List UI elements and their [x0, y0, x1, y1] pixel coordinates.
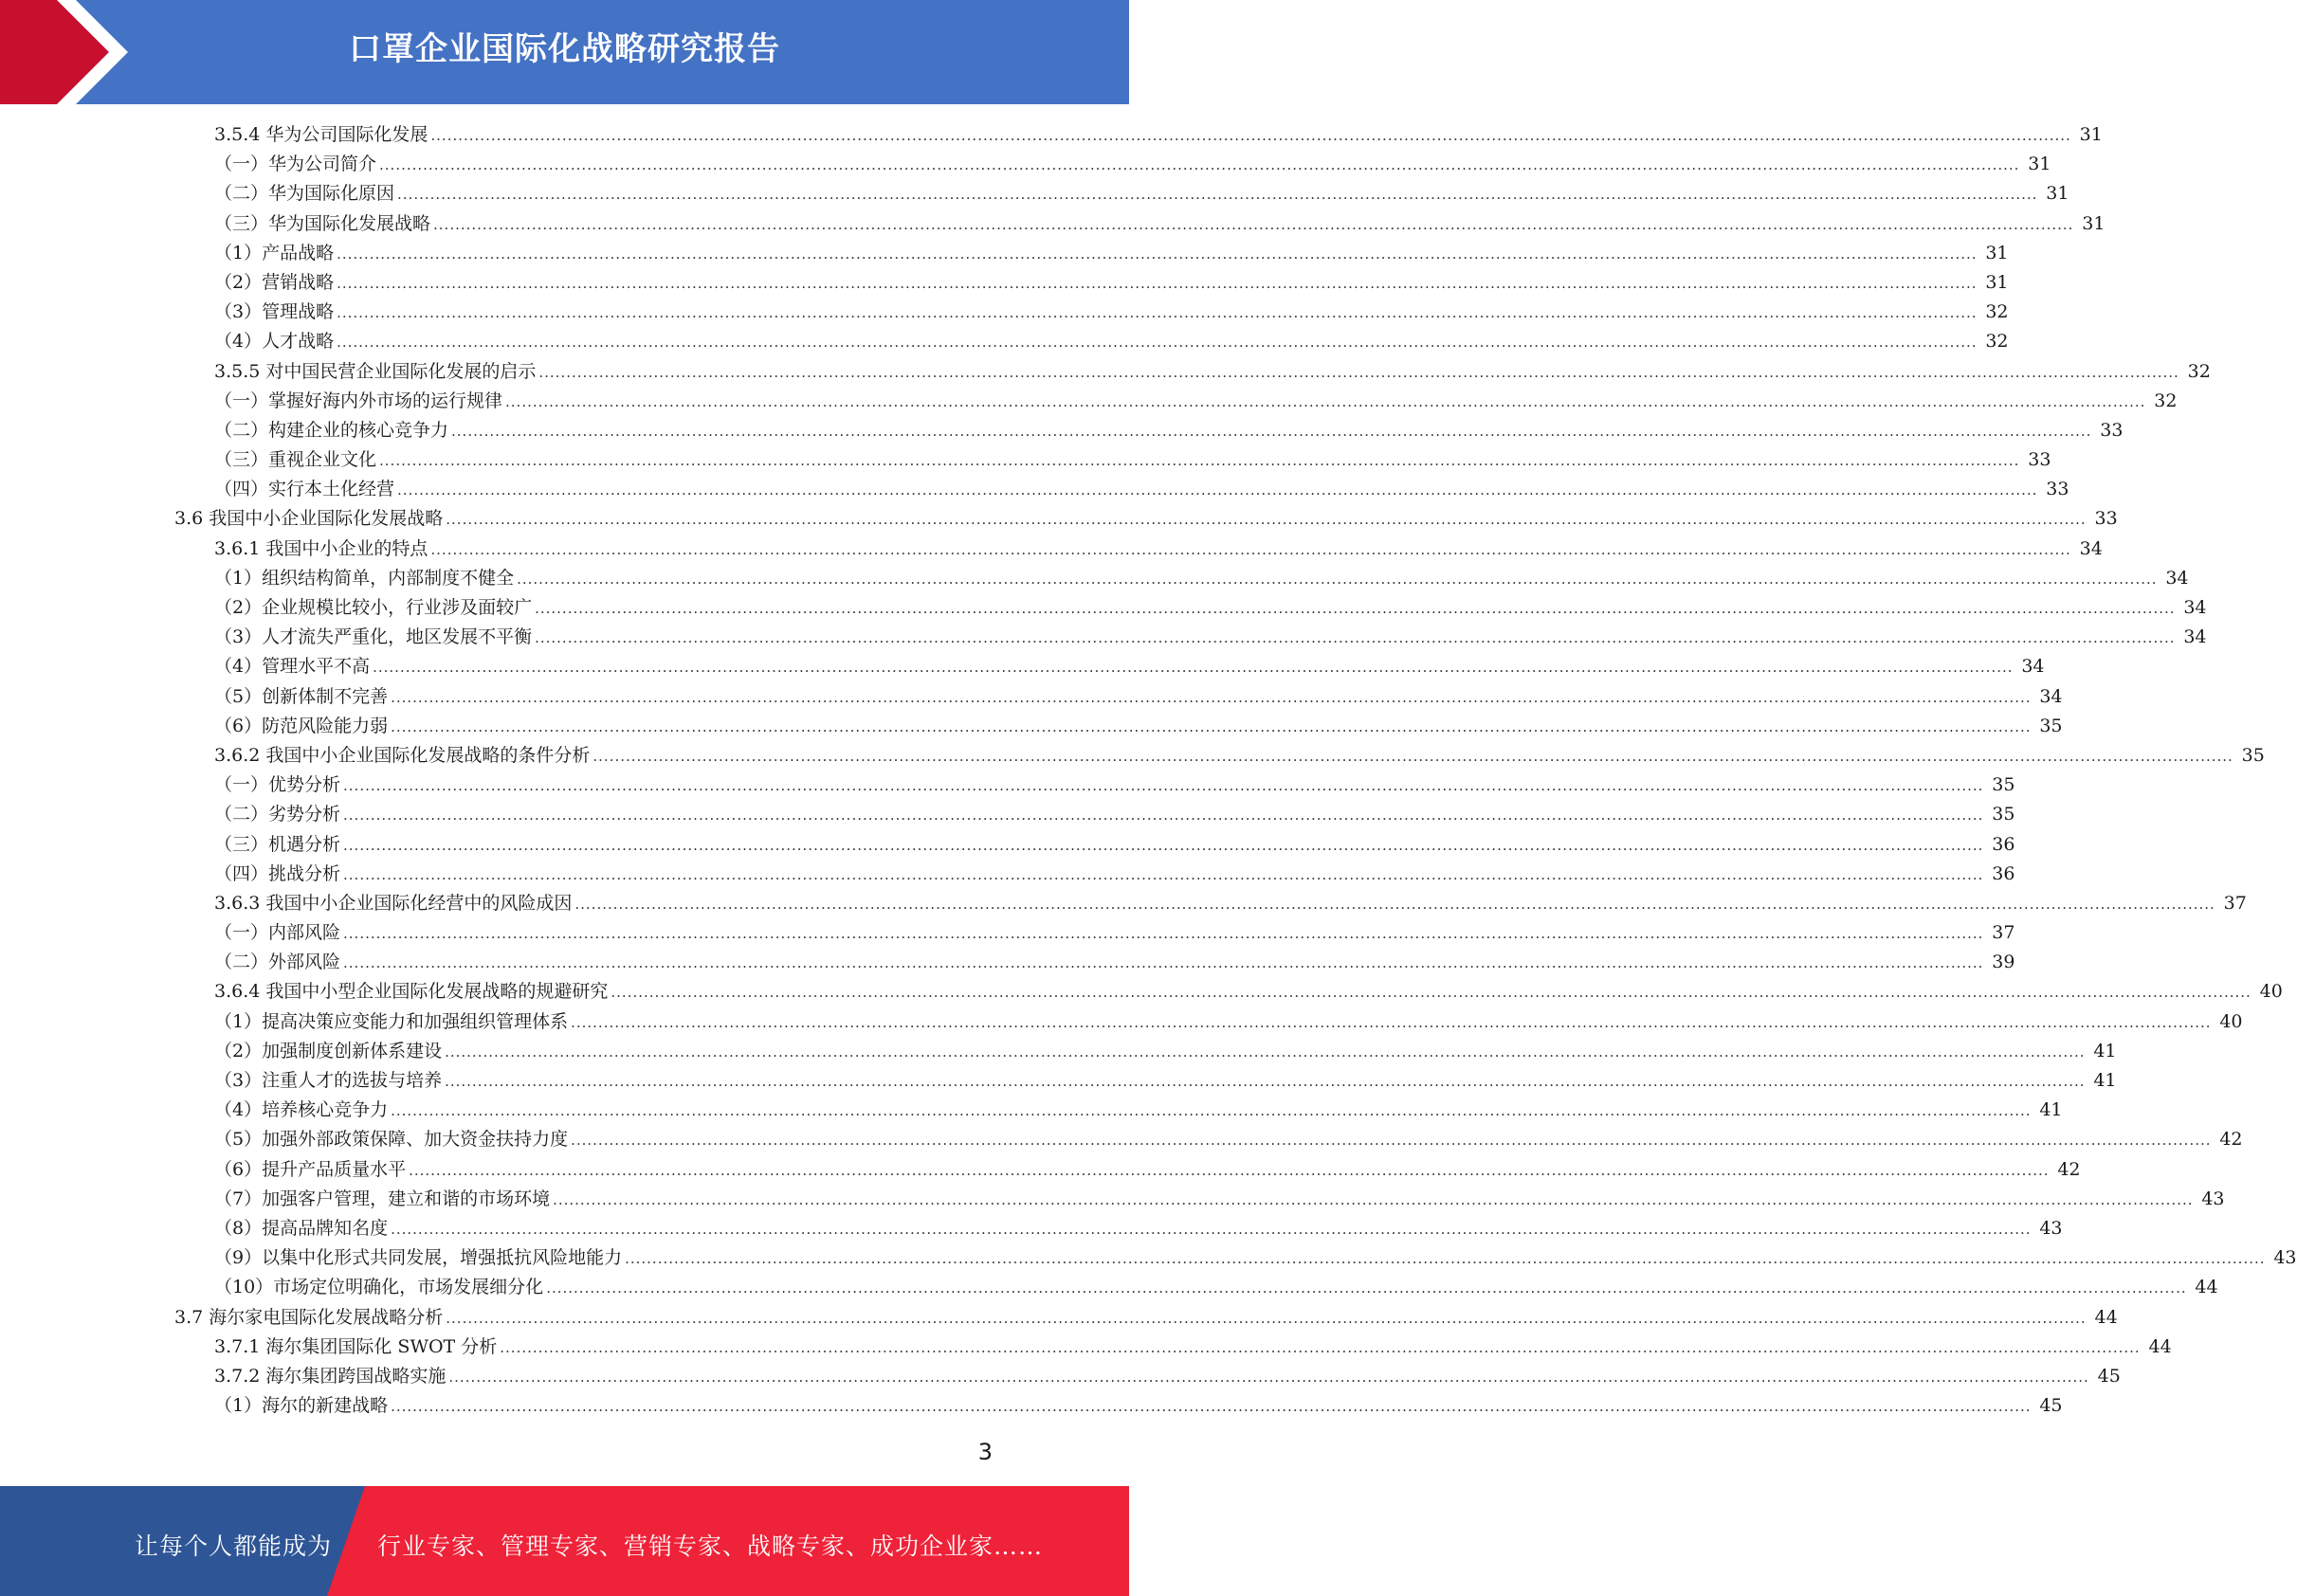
toc-entry[interactable]	[0, 1037, 2117, 1066]
toc-entry[interactable]	[0, 1362, 2121, 1391]
toc-entry-title: 3.6.1 我国中小企业的特点	[214, 537, 428, 559]
toc-entry-page: 34	[2183, 597, 2207, 618]
toc-entry-page: 45	[2039, 1395, 2063, 1417]
toc-entry-title: （一）掌握好海内外市场的运行规律	[214, 390, 503, 411]
toc-entry-page: 33	[2028, 449, 2051, 471]
toc-entry[interactable]	[0, 387, 2178, 416]
toc-entry[interactable]	[0, 830, 2015, 860]
toc-entry-page: 32	[1985, 331, 2009, 353]
toc-entry-title: （6）防范风险能力弱	[214, 715, 389, 736]
toc-entry[interactable]	[0, 593, 2207, 623]
toc-entry-page: 34	[2021, 656, 2045, 678]
toc-dot-leader: ............................................................................................................................................................................................................................................................................................................	[391, 717, 2032, 735]
toc-entry-title: （2）营销战略	[214, 271, 335, 293]
toc-entry[interactable]	[0, 800, 2015, 829]
toc-entry-page: 34	[2039, 685, 2063, 707]
toc-dot-leader: ............................................................................................................................................................................................................................................................................................................	[337, 245, 1978, 263]
toc-dot-leader: ............................................................................................................................................................................................................................................................................................................	[574, 895, 2215, 913]
toc-entry[interactable]	[0, 652, 2045, 681]
toc-entry-page: 33	[2046, 479, 2069, 500]
footer-slogan-right: 行业专家、管理专家、营销专家、战略专家、成功企业家……	[377, 1533, 1044, 1560]
footer-slogan-left: 让每个人都能成为	[135, 1533, 333, 1560]
toc-dot-leader: ............................................................................................................................................................................................................................................................................................................	[433, 215, 2074, 233]
toc-entry-title: （1）提高决策应变能力和加强组织管理体系	[214, 1010, 569, 1032]
toc-entry-page: 41	[2093, 1070, 2117, 1091]
toc-dot-leader: ............................................................................................................................................................................................................................................................................................................	[379, 452, 2020, 470]
toc-entry-title: （4）培养核心竞争力	[214, 1099, 389, 1121]
toc-entry-page: 35	[2241, 744, 2265, 766]
toc-dot-leader: ............................................................................................................................................................................................................................................................................................................	[445, 1073, 2086, 1090]
toc-dot-leader: ............................................................................................................................................................................................................................................................................................................	[391, 1102, 2032, 1120]
toc-entry-title: （7）加强客户管理，建立和谐的市场环境	[214, 1188, 551, 1209]
toc-entry[interactable]	[0, 1155, 2081, 1185]
toc-entry-title: （6）提升产品质量水平	[214, 1158, 407, 1180]
toc-entry-page: 42	[2219, 1129, 2243, 1151]
toc-entry-page: 34	[2079, 537, 2103, 559]
toc-entry-title: 3.6.3 我国中小企业国际化经营中的风险成因	[214, 892, 573, 914]
toc-entry-page: 40	[2259, 981, 2283, 1003]
toc-entry-title: （四）挑战分析	[214, 862, 341, 884]
toc-dot-leader: ............................................................................................................................................................................................................................................................................................................	[553, 1190, 2194, 1208]
toc-entry[interactable]	[0, 239, 2009, 268]
toc-dot-leader: ............................................................................................................................................................................................................................................................................................................	[505, 392, 2146, 410]
toc-dot-leader: ............................................................................................................................................................................................................................................................................................................	[379, 156, 2020, 174]
toc-dot-leader: ............................................................................................................................................................................................................................................................................................................	[448, 1368, 2089, 1386]
toc-entry-page: 44	[2094, 1306, 2118, 1328]
toc-entry-page: 31	[2082, 212, 2106, 234]
toc-dot-leader: ............................................................................................................................................................................................................................................................................................................	[445, 1043, 2086, 1061]
toc-entry[interactable]	[0, 445, 2051, 475]
toc-dot-leader: ............................................................................................................................................................................................................................................................................................................	[546, 1279, 2187, 1297]
toc-entry[interactable]	[0, 1125, 2243, 1154]
toc-entry[interactable]	[0, 1214, 2063, 1243]
toc-dot-leader: ............................................................................................................................................................................................................................................................................................................	[535, 600, 2176, 617]
toc-entry[interactable]	[0, 416, 2124, 445]
toc-entry-title: 3.6 我国中小企业国际化发展战略	[174, 508, 444, 530]
toc-entry-page: 32	[2187, 360, 2211, 382]
document-title: 口罩企业国际化战略研究报告	[349, 30, 780, 68]
toc-entry-title: （3）人才流失严重化，地区发展不平衡	[214, 626, 533, 648]
toc-entry[interactable]	[0, 475, 2069, 504]
toc-dot-leader: ............................................................................................................................................................................................................................................................................................................	[337, 274, 1978, 292]
toc-entry-page: 34	[2165, 567, 2189, 589]
toc-entry-title: （9）以集中化形式共同发展，增强抵抗风险地能力	[214, 1247, 623, 1269]
toc-dot-leader: ............................................................................................................................................................................................................................................................................................................	[409, 1161, 2050, 1179]
toc-entry-page: 35	[1992, 774, 2015, 796]
toc-entry-title: （1）产品战略	[214, 242, 335, 263]
toc-entry-page: 33	[2094, 508, 2118, 530]
toc-entry-page: 43	[2273, 1247, 2297, 1269]
toc-dot-leader: ............................................................................................................................................................................................................................................................................................................	[343, 836, 1984, 854]
toc-dot-leader: ............................................................................................................................................................................................................................................................................................................	[343, 925, 1984, 943]
toc-entry[interactable]	[0, 977, 2283, 1007]
toc-entry-title: （二）外部风险	[214, 952, 341, 973]
toc-entry[interactable]	[0, 860, 2015, 889]
toc-entry-page: 31	[1985, 271, 2009, 293]
toc-entry[interactable]	[0, 1391, 2063, 1421]
toc-entry-title: （3）管理战略	[214, 301, 335, 323]
toc-entry[interactable]	[0, 535, 2103, 564]
toc-entry-title: （三）重视企业文化	[214, 449, 377, 471]
page-number: 3	[977, 1439, 993, 1465]
toc-entry-page: 44	[2195, 1277, 2218, 1298]
header-banner	[0, 0, 1129, 104]
toc-dot-leader: ............................................................................................................................................................................................................................................................................................................	[391, 1220, 2032, 1238]
toc-entry-page: 35	[2039, 715, 2063, 736]
toc-dot-leader: ............................................................................................................................................................................................................................................................................................................	[430, 127, 2071, 144]
toc-entry[interactable]	[0, 120, 2103, 150]
toc-entry[interactable]	[0, 268, 2009, 298]
toc-dot-leader: ............................................................................................................................................................................................................................................................................................................	[343, 865, 1984, 883]
toc-entry-page: 32	[1985, 301, 2009, 323]
toc-entry-title: 3.7 海尔家电国际化发展战略分析	[174, 1306, 444, 1328]
toc-entry[interactable]	[0, 1185, 2225, 1214]
toc-entry[interactable]	[0, 918, 2015, 948]
toc-entry[interactable]	[0, 948, 2015, 977]
toc-entry-title: （1）海尔的新建战略	[214, 1395, 389, 1417]
toc-entry-title: （4）人才战略	[214, 331, 335, 353]
toc-entry-title: （一）优势分析	[214, 774, 341, 796]
toc-dot-leader: ............................................................................................................................................................................................................................................................................................................	[343, 777, 1984, 795]
toc-dot-leader: ............................................................................................................................................................................................................................................................................................................	[337, 304, 1978, 322]
toc-entry-title: （2）企业规模比较小，行业涉及面较广	[214, 597, 533, 618]
toc-entry[interactable]	[0, 1096, 2063, 1125]
toc-entry-title: （一）内部风险	[214, 922, 341, 944]
toc-entry-title: （四）实行本土化经营	[214, 479, 395, 500]
toc-dot-leader: ............................................................................................................................................................................................................................................................................................................	[430, 540, 2071, 558]
toc-entry-title: （8）提高品牌知名度	[214, 1217, 389, 1239]
toc-entry-page: 43	[2039, 1217, 2063, 1239]
toc-entry[interactable]	[0, 504, 2118, 534]
toc-entry-page: 36	[1992, 862, 2015, 884]
toc-dot-leader: ............................................................................................................................................................................................................................................................................................................	[500, 1338, 2141, 1356]
toc-dot-leader: ............................................................................................................................................................................................................................................................................................................	[451, 422, 2092, 440]
toc-entry[interactable]	[0, 741, 2265, 771]
toc-entry-title: （二）劣势分析	[214, 804, 341, 825]
toc-dot-leader: ............................................................................................................................................................................................................................................................................................................	[343, 954, 1984, 972]
toc-entry-title: 3.5.4 华为公司国际化发展	[214, 124, 428, 145]
toc-dot-leader: ............................................................................................................................................................................................................................................................................................................	[397, 186, 2038, 204]
toc-dot-leader: ............................................................................................................................................................................................................................................................................................................	[397, 481, 2038, 499]
toc-dot-leader: ............................................................................................................................................................................................................................................................................................................	[373, 659, 2014, 677]
table-of-contents	[0, 120, 2297, 1421]
toc-entry-title: （3）注重人才的选拔与培养	[214, 1070, 443, 1091]
toc-entry-page: 31	[2046, 183, 2069, 205]
toc-dot-leader: ............................................................................................................................................................................................................................................................................................................	[625, 1250, 2266, 1268]
toc-entry[interactable]	[0, 209, 2106, 239]
toc-entry-page: 36	[1992, 833, 2015, 855]
toc-entry[interactable]	[0, 1243, 2297, 1273]
toc-entry-title: （1）组织结构简单，内部制度不健全	[214, 567, 515, 589]
toc-entry[interactable]	[0, 623, 2207, 652]
toc-entry-title: 3.5.5 对中国民营企业国际化发展的启示	[214, 360, 537, 382]
toc-dot-leader: ............................................................................................................................................................................................................................................................................................................	[538, 363, 2179, 381]
toc-dot-leader: ............................................................................................................................................................................................................................................................................................................	[391, 1398, 2032, 1416]
toc-entry[interactable]	[0, 682, 2063, 712]
toc-entry-page: 43	[2201, 1188, 2225, 1209]
toc-entry-title: 3.6.2 我国中小企业国际化发展战略的条件分析	[214, 744, 591, 766]
toc-entry-page: 34	[2183, 626, 2207, 648]
toc-entry[interactable]	[0, 1333, 2172, 1362]
toc-entry[interactable]	[0, 564, 2189, 593]
toc-entry-title: 3.6.4 我国中小型企业国际化发展战略的规避研究	[214, 981, 609, 1003]
toc-entry[interactable]	[0, 1007, 2243, 1037]
toc-entry[interactable]	[0, 357, 2211, 387]
toc-entry[interactable]	[0, 179, 2069, 209]
toc-entry-page: 40	[2219, 1010, 2243, 1032]
toc-dot-leader: ............................................................................................................................................................................................................................................................................................................	[517, 570, 2158, 588]
toc-entry[interactable]	[0, 712, 2063, 741]
toc-entry[interactable]	[0, 1273, 2218, 1302]
toc-entry[interactable]	[0, 298, 2009, 327]
toc-entry-title: （4）管理水平不高	[214, 656, 371, 678]
toc-entry-page: 31	[2079, 124, 2103, 145]
toc-entry[interactable]	[0, 889, 2247, 918]
toc-entry-page: 37	[2223, 892, 2247, 914]
toc-entry-page: 45	[2097, 1365, 2121, 1387]
toc-entry-page: 37	[1992, 922, 2015, 944]
toc-entry-title: （10）市场定位明确化，市场发展细分化	[214, 1277, 544, 1298]
toc-entry[interactable]	[0, 327, 2009, 356]
toc-entry-page: 39	[1992, 952, 2015, 973]
toc-entry-title: （二）构建企业的核心竞争力	[214, 419, 449, 441]
toc-entry-page: 35	[1992, 804, 2015, 825]
toc-entry-title: （一）华为公司简介	[214, 154, 377, 175]
toc-entry[interactable]	[0, 1303, 2118, 1333]
toc-entry-title: （三）机遇分析	[214, 833, 341, 855]
toc-entry-title: （5）加强外部政策保障、加大资金扶持力度	[214, 1129, 569, 1151]
toc-entry-page: 42	[2057, 1158, 2081, 1180]
footer-banner	[0, 1486, 1129, 1596]
toc-dot-leader: ............................................................................................................................................................................................................................................................................................................	[571, 1132, 2212, 1150]
toc-dot-leader: ............................................................................................................................................................................................................................................................................................................	[535, 629, 2176, 647]
toc-entry-title: （三）华为国际化发展战略	[214, 212, 431, 234]
toc-entry-title: （2）加强制度创新体系建设	[214, 1040, 443, 1061]
toc-entry-page: 41	[2039, 1099, 2063, 1121]
toc-entry-page: 31	[2028, 154, 2051, 175]
toc-entry[interactable]	[0, 150, 2051, 179]
toc-entry-page: 44	[2148, 1335, 2172, 1357]
toc-dot-leader: ............................................................................................................................................................................................................................................................................................................	[611, 984, 2251, 1002]
toc-entry-title: （二）华为国际化原因	[214, 183, 395, 205]
toc-entry-title: 3.7.2 海尔集团跨国战略实施	[214, 1365, 447, 1387]
toc-entry-page: 31	[1985, 242, 2009, 263]
toc-dot-leader: ............................................................................................................................................................................................................................................................................................................	[446, 511, 2087, 529]
toc-entry-title: （5）创新体制不完善	[214, 685, 389, 707]
toc-entry-title: 3.7.1 海尔集团国际化 SWOT 分析	[214, 1335, 498, 1357]
toc-dot-leader: ............................................................................................................................................................................................................................................................................................................	[446, 1309, 2087, 1327]
toc-entry-page: 41	[2093, 1040, 2117, 1061]
toc-dot-leader: ............................................................................................................................................................................................................................................................................................................	[391, 688, 2032, 706]
toc-entry[interactable]	[0, 1066, 2117, 1096]
toc-entry-page: 32	[2154, 390, 2178, 411]
toc-entry-page: 33	[2100, 419, 2124, 441]
toc-entry[interactable]	[0, 771, 2015, 800]
toc-dot-leader: ............................................................................................................................................................................................................................................................................................................	[592, 747, 2233, 765]
toc-dot-leader: ............................................................................................................................................................................................................................................................................................................	[343, 807, 1984, 825]
toc-dot-leader: ............................................................................................................................................................................................................................................................................................................	[571, 1013, 2212, 1031]
toc-dot-leader: ............................................................................................................................................................................................................................................................................................................	[337, 334, 1978, 352]
